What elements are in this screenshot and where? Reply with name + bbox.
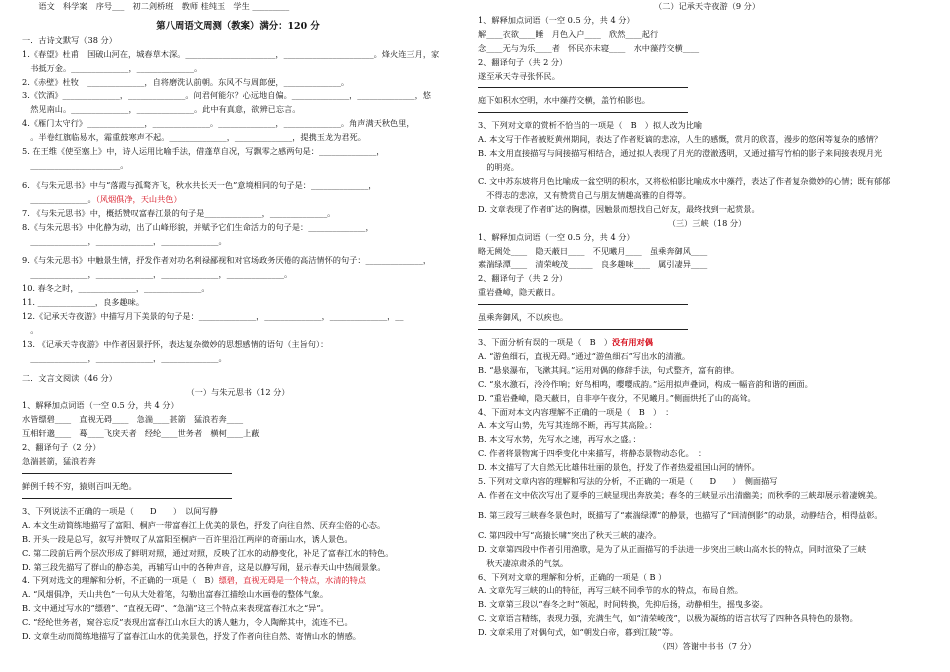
right-text-line: A. 本文写于作者被贬黄州期间，表达了作者贬谪的悲凉，人生的感慨，赏月的欣喜，漫步的悠闲等复杂的感情？ bbox=[478, 134, 883, 145]
right-text-line: 素湍绿潭____ 清荣峻茂______ 良多趣味____ 属引凄异____ bbox=[478, 259, 708, 270]
left-text-line: 一．古诗文默写（38 分） bbox=[22, 34, 117, 45]
left-text-line: 。半卷红旗临易水，霜重鼓寒声不起。______________，______________，提携玉龙为君死。 bbox=[22, 132, 366, 143]
right-text-line: 2、翻译句子（共 2 分） bbox=[478, 56, 568, 67]
answer-line bbox=[22, 473, 232, 474]
left-text-line: ______________，______________，______________。 bbox=[22, 235, 227, 246]
left-text-line: B. 文中通过写水的“缥碧”、“直视无碍”、“急湍”这三个特点来表现富春江水之“异”。 bbox=[22, 603, 329, 614]
left-text-line: 急湍甚箭，猛浪若奔 bbox=[22, 456, 96, 467]
right-text-line: B. 第三段写三峡春冬景色时，既描写了“素湍绿潭”的静景，也描写了“回清倒影”的动景，动静结合，相得益彰。 bbox=[478, 509, 883, 520]
answer-note: 没有用对偶 bbox=[612, 337, 653, 348]
left-text-line: ______________。（风烟俱净，天山共色） bbox=[22, 193, 182, 204]
right-text-line: B. “悬泉瀑布，飞漱其间。”运用对偶的修辞手法，句式整齐，富有韵律。 bbox=[478, 364, 740, 375]
right-text-line: 1、解释加点词语（一空 0.5 分，共 4 分） bbox=[478, 14, 635, 25]
right-text-line: 1、解释加点词语（一空 0.5 分，共 4 分） bbox=[478, 231, 635, 242]
left-text-line: D. 第三段先描写了群山的静态美，再辅写山中的各种声音，这是以静写闹，显示春天山中热闹景象。 bbox=[22, 561, 386, 572]
left-text-line: 水皆缥碧____ 直视无碍____ 急湍____甚箭 猛浪若奔____ bbox=[22, 414, 244, 425]
right-text-line: 遂至承天寺寻张怀民。 bbox=[478, 70, 560, 81]
right-text-line: B. 本文写水势，先写水之速，再写水之盛。： bbox=[478, 434, 641, 445]
left-text-line: 13. 《记承天寺夜游》中作者因景抒怀，表达复杂微妙的思想感情的语句（主旨句）： bbox=[22, 338, 329, 349]
right-text-line: 3、下面分析有误的一项是（ B ）没有用对偶 bbox=[478, 337, 653, 348]
left-text-line: D. 文章生动而简练地描写了富春江山水的优美景色，抒发了作者向往自然、寄情山水的情感。 bbox=[22, 631, 361, 642]
right-text-line: 略无阙处____ 隐天蔽日____ 不见曦月____ 虽乘奔御风____ bbox=[478, 245, 708, 256]
right-text-line: （四）答谢中书书（7 分） bbox=[658, 641, 756, 652]
left-text-line: 5. 在王维《使至塞上》中，诗人运用比喻手法，借蓬草自况，写飘零之感两句是：______________， bbox=[22, 146, 385, 157]
right-text-line: 解____衣欲____睡 月色入户____ 欣然____起行 bbox=[478, 28, 659, 39]
right-text-line: 不得志的悲凉，又有赞赏自己与朋友情趣高雅的自得等。 bbox=[478, 189, 691, 200]
right-text-line: D. 文章采用了对偶句式，如“朝发白帝，暮到江陵”等。 bbox=[478, 627, 678, 638]
left-text-line: 9.《与朱元思书》中触景生情，抒发作者对功名利禄鄙视和对官场政务厌倦的高洁情怀的句子：______________， bbox=[22, 255, 432, 266]
left-text-line: 3、下列说法不正确的一项是（ D ） 以间写静 bbox=[22, 505, 218, 516]
right-text-line: 庭下如积水空明，水中藻荇交横，盖竹柏影也。 bbox=[478, 95, 650, 106]
left-text-line: 1、解释加点词语（一空 0.5 分，共 4 分） bbox=[22, 400, 179, 411]
right-text-line: C. “泉水激石，泠泠作响；好鸟相鸣，嘤嘤成韵。”运用拟声叠词，构成一幅音韵和谐的画面。 bbox=[478, 378, 813, 389]
right-text-line: C. 文中苏东坡将月色比喻成一盆空明的积水，又将松柏影比喻成水中藻荇，表达了作者复杂微妙的心情；既有郁郁 bbox=[478, 175, 891, 186]
answer-line bbox=[22, 498, 232, 499]
left-text-line: C. “经纶世务者，窥谷忘反”表现出富春江山水巨大的诱人魅力，令人陶醉其中，流连不已。 bbox=[22, 617, 353, 628]
right-text-line: A. “游鱼细石，直视无碍。”通过“游鱼细石”写出水的清澈。 bbox=[478, 350, 691, 361]
left-text-line: 互相轩邈____ 蓦____飞戾天者 经纶____世务者 横柯____上蔽 bbox=[22, 428, 260, 439]
left-text-line: 。 bbox=[22, 324, 39, 335]
left-text-line: B. 开头一段是总写，叙写并赞叹了从富阳至桐庐一百许里沿江两岸的奇丽山水，诱人景色。 bbox=[22, 533, 353, 544]
left-column bbox=[22, 0, 454, 644]
left-text-line: 12.《记承天寺夜游》中描写月下美景的句子是：______________，______________，______________，__ bbox=[22, 311, 404, 322]
right-text-line: 虽乘奔御风，不以疾也。 bbox=[478, 312, 569, 323]
right-text-line: 的明亮。 bbox=[478, 162, 519, 173]
left-text-line: A. “风烟俱净，天山共色”一句从大处着笔，勾勒出富春江描绘山水画卷的整体气象。 bbox=[22, 589, 329, 600]
right-column bbox=[478, 0, 936, 654]
right-text-line: （三）三峡（18 分） bbox=[667, 217, 747, 228]
left-text-line: 10. 春冬之时，______________，______________。 bbox=[22, 283, 210, 294]
right-text-line: 6、下列对文章的理解和分析，正确的一项是（ B ） bbox=[478, 571, 667, 582]
right-text-line: （二）记承天寺夜游（9 分） bbox=[653, 1, 761, 11]
right-text-line: C. 第四段中写“高猿长啸”突出了秋天三峡的凄冷。 bbox=[478, 529, 662, 540]
left-text-line: ______________，______________，______________，______________。 bbox=[22, 269, 293, 280]
left-text-line: 4. 下列对选文的理解和分析，不正确的一项是（ B）缥碧，直视无碍是一个特点，水清的特点 bbox=[22, 575, 366, 586]
left-text-line: C. 第二段前后两个层次形成了鲜明对照，通过对照，反映了江水的动静变化，补足了富春江水的特色。 bbox=[22, 547, 394, 558]
right-text-line: 3、下列对文章的赏析不恰当的一项是（ B ）拟人改为比喻 bbox=[478, 120, 703, 131]
right-text-line: 重岩叠嶂，隐天蔽日。 bbox=[478, 287, 560, 298]
right-text-line: B. 本文用直接描写与间接描写相结合，通过拟人表现了月光的澄澈透明，又通过描写竹柏的影子来间接表现月光 bbox=[478, 148, 883, 159]
right-text-line: 5. 下列对文章内容的理解和写法的分析，不正确的一项是（ D ） 侧面描写 bbox=[478, 476, 778, 487]
right-text-line: B. 文章第三段以“春冬之时”领起，时间转换，先抑后扬，动静相生，摇曳多姿。 bbox=[478, 599, 768, 610]
answer-line bbox=[478, 87, 688, 88]
left-text-line: 然见南山。______________，______________。此中有真意，欲辨已忘言。 bbox=[22, 104, 301, 115]
right-text-line: C. 文章语言精练，表现力强，充满生气，如“清荣峻茂”，以极为凝练的语言状写了四种各具特色的景物。 bbox=[478, 613, 858, 624]
right-text-line: 念____无与为乐____者 怀民亦未寝____ 水中藻荇交横____ bbox=[478, 42, 700, 53]
left-text-line: ______________，______________，______________。 bbox=[22, 352, 227, 363]
right-text-line: C. 作者将景物寓于四季变化中来描写，将静态景物动态化。 ： bbox=[478, 448, 707, 459]
left-text-line: 8.《与朱元思书》中化静为动，出了山峰形貌，并赋予它们生命活力的句子是：______________， bbox=[22, 221, 374, 232]
right-text-line: D. 文章第四段中作者引用渔歌，是为了从正面描写的手法进一步突出三峡山高水长的特点，同时渲染了三峡 bbox=[478, 543, 867, 554]
left-text-line: A. 本文生动简练地描写了富阳、桐庐一带富春江上优美的景色，抒发了向往自然、厌弃尘俗的心态。 bbox=[22, 519, 386, 530]
right-text-line: 2、翻译句子（共 2 分） bbox=[478, 273, 568, 284]
left-text-line: 7. 《与朱元思书》中，概括赞叹富春江景的句子是______________，______________。 bbox=[22, 207, 336, 218]
right-text-line: 秋天凄凉肃杀的气氛。 bbox=[478, 557, 569, 568]
right-text-line: D. 文章表现了作者旷达的胸襟，因触景而想找自己好友，最终找到一起赏景。 bbox=[478, 203, 760, 214]
left-text-line: 4.《雁门太守行》______________，______________。______________，______________。角声满天秋色里， bbox=[22, 118, 415, 129]
left-text-line: 2、翻译句子（2 分） bbox=[22, 442, 101, 453]
answer-line bbox=[478, 329, 688, 330]
right-text-line: D. 本文描写了大自然无比雄伟壮丽的景色，抒发了作者热爱祖国山河的情怀。 bbox=[478, 462, 760, 473]
answer-note: （风烟俱净，天山共色） bbox=[95, 193, 182, 204]
left-text-line: 1.《春望》杜甫 国破山河在，城春草木深。______________________，______________________。烽火连三月，家 bbox=[22, 48, 440, 59]
answer-line bbox=[478, 112, 688, 113]
right-text-line: A. 本文写山势，先写其连绵不断，再写其高险。： bbox=[478, 420, 657, 431]
right-text-line: 4、下面对本文内容理解不正确的一项是（ B ） ： bbox=[478, 406, 674, 417]
left-text-line: 语文 科学案 序号___ 初二剑桥班 教师 桂纯玉 学生 _________ bbox=[22, 1, 290, 11]
left-text-line: 书抵万金。______________，______________。 bbox=[22, 62, 203, 73]
left-text-line: （一）与朱元思书（12 分） bbox=[186, 386, 290, 397]
right-text-line: D. “重岩叠嶂，隐天蔽日，自非亭午夜分，不见曦月。”侧面烘托了山的高耸。 bbox=[478, 392, 756, 403]
left-text-line: 11. ______________，良多趣味。 bbox=[22, 297, 145, 308]
answer-note: 缥碧，直视无碍是一个特点，水清的特点 bbox=[218, 575, 366, 586]
left-text-line: 第八周语文周测（教案）满分：120 分 bbox=[156, 20, 320, 32]
left-text-line: 2.《赤壁》杜牧 ______________，自将磨洗认前朝。东风不与周郎便，______________。 bbox=[22, 76, 350, 87]
answer-line bbox=[478, 304, 688, 305]
left-text-line: 鲜例千转不穷，猿则百叫无绝。 bbox=[22, 481, 137, 491]
right-text-line: A. 文章先写三峡的山的特征，再写三峡不同季节的水的特点，布局自然。 bbox=[478, 585, 743, 596]
left-text-line: 二．文言文阅读（46 分） bbox=[22, 372, 117, 383]
left-text-line: 6. 《与朱元思书》中与“落霞与孤鹜齐飞，秋水共长天一色”意境相同的句子是：______________， bbox=[22, 179, 377, 190]
right-text-line: A. 作者在文中依次写出了夏季的三峡显现出奔放美；春冬的三峡显示出清幽美；而秋季的三峡却展示着凄婉美。 bbox=[478, 490, 883, 500]
left-text-line: ______________________。 bbox=[22, 159, 129, 170]
left-text-line: 3.《饮酒》______________，______________。问君何能尔？心远地自偏。______________，______________，悠 bbox=[22, 90, 431, 101]
